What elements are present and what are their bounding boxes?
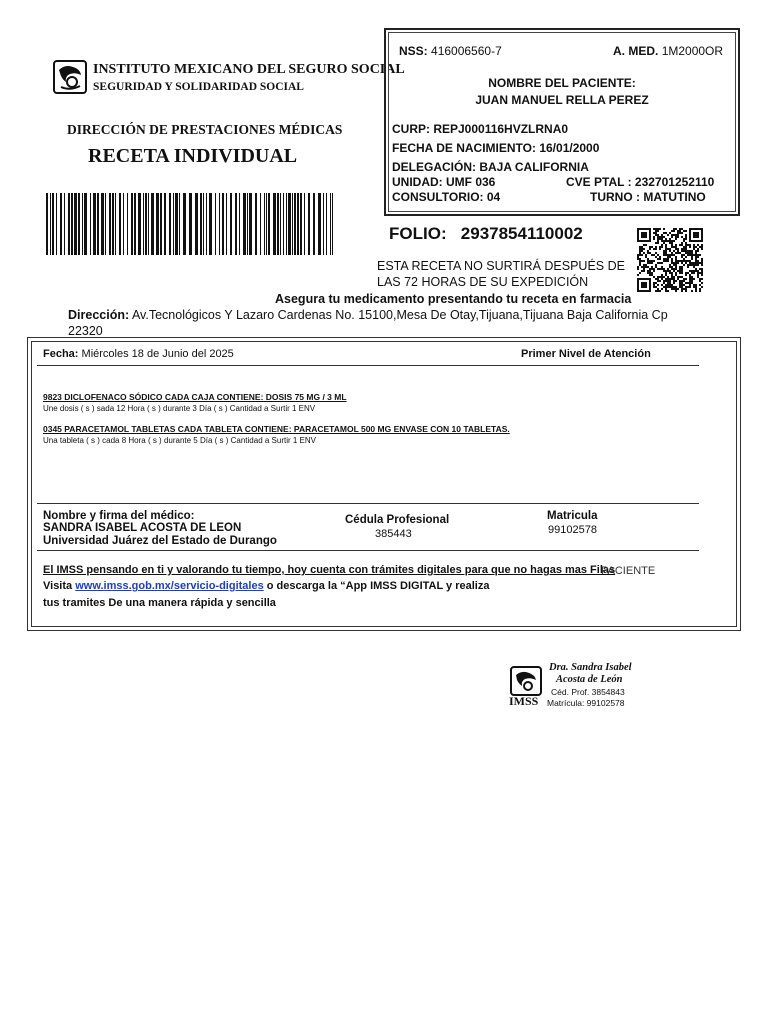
matricula-label: Matricula [547,510,598,522]
stamp-doctor-name-line2: Acosta de León [556,674,623,685]
medication-title: 9823 DICLOFENACO SÓDICO CADA CAJA CONTIENE: DOSIS 75 MG / 3 ML [43,392,347,402]
medication-dose: Une dosis ( s ) sada 12 Hora ( s ) durante 3 Día ( s ) Cantidad a Surtir 1 ENV [43,404,316,413]
matricula-value: 99102578 [548,524,597,536]
imss-digital-services-link[interactable]: www.imss.gob.mx/servicio-digitales [75,580,264,592]
digital-services-visit [43,580,489,592]
patient-name-label: NOMBRE DEL PACIENTE: [488,76,636,90]
amed-label: A. MED. [613,44,659,58]
pharmacy-note: Asegura tu medicamento presentando tu receta en farmacia [275,292,632,306]
address-value: Av.Tecnológicos Y Lazaro Cardenas No. 15100,Mesa De Otay,Tijuana,Tijuana Baja California Cp 22320 [68,308,668,338]
address-label: Dirección: [68,308,130,322]
patient-curp: CURP: REPJ000116HVZLRNA0 [392,122,569,136]
doctor-signature-label: Nombre y firma del médico: [43,510,195,522]
date-label: Fecha: [43,348,79,360]
institution-motto: SEGURIDAD Y SOLIDARIDAD SOCIAL [93,81,304,93]
stamp-doctor-name-line1: Dra. Sandra Isabel [549,662,632,673]
folio-value: 2937854110002 [460,224,583,243]
divider [37,550,699,551]
nss-field [399,44,502,58]
department-title: DIRECCIÓN DE PRESTACIONES MÉDICAS [67,122,343,137]
divider [37,365,699,366]
stamp-cedula: Céd. Prof. 3854843 [551,687,625,697]
patient-copy-tag: PACIENTE [601,565,656,577]
stamp-brand: IMSS [509,694,539,708]
visit-text: Visita [43,580,76,592]
care-level: Primer Nivel de Atención [521,348,651,360]
barcode-icon [46,193,335,255]
app-text: o descarga la “App IMSS DIGITAL y realiza [263,580,490,592]
validity-notice: ESTA RECETA NO SURTIRÁ DESPUÉS DE LAS 72 HORAS DE SU EXPEDICIÓN [377,259,625,289]
medication-title: 0345 PARACETAMOL TABLETAS CADA TABLETA CONTIENE: PARACETAMOL 500 MG ENVASE CON 10 TABLETAS. [43,424,510,434]
prescription-date [43,348,234,360]
stamp-matricula: Matrícula: 99102578 [547,698,625,708]
patient-office: CONSULTORIO: 04 [392,190,501,204]
imss-eagle-logo-icon [53,60,87,94]
patient-birthdate: FECHA DE NACIMIENTO: 16/01/2000 [392,141,600,155]
institution-name: INSTITUTO MEXICANO DEL SEGURO SOCIAL [93,62,405,77]
medication-dose: Una tableta ( s ) cada 8 Hora ( s ) durante 5 Día ( s ) Cantidad a Surtir 1 ENV [43,436,317,445]
amed-value: 1M2000OR [661,44,724,58]
patient-shift: TURNO : MATUTINO [590,190,706,204]
nss-value: 416006560-7 [431,44,502,58]
patient-name: JUAN MANUEL RELLA PEREZ [475,93,649,107]
patient-info-box [384,28,740,216]
qr-code-icon [637,228,703,292]
cedula-label: Cédula Profesional [345,514,450,526]
document-title: RECETA INDIVIDUAL [88,145,298,167]
patient-unit: UNIDAD: UMF 036 [392,175,496,189]
divider [37,503,699,504]
nss-label: NSS: [399,44,428,58]
patient-delegation: DELEGACIÓN: BAJA CALIFORNIA [392,160,589,174]
doctor-university: Universidad Juárez del Estado de Durango [43,535,277,547]
digital-services-notice: El IMSS pensando en ti y valorando tu tiempo, hoy cuenta con trámites digitales para que no hagas mas Filas [43,564,616,576]
digital-services-closing: tus tramites De una manera rápida y sencilla [43,597,276,609]
doctor-name: SANDRA ISABEL ACOSTA DE LEON [43,522,242,534]
folio [389,224,583,244]
folio-label: FOLIO: [389,224,447,243]
amed-field [613,44,723,58]
imss-stamp-logo-icon [509,666,543,696]
date-value: Miércoles 18 de Junio del 2025 [81,348,234,360]
cedula-value: 385443 [375,528,412,540]
patient-cve-ptal: CVE PTAL : 232701252110 [566,175,715,189]
address [68,307,668,339]
